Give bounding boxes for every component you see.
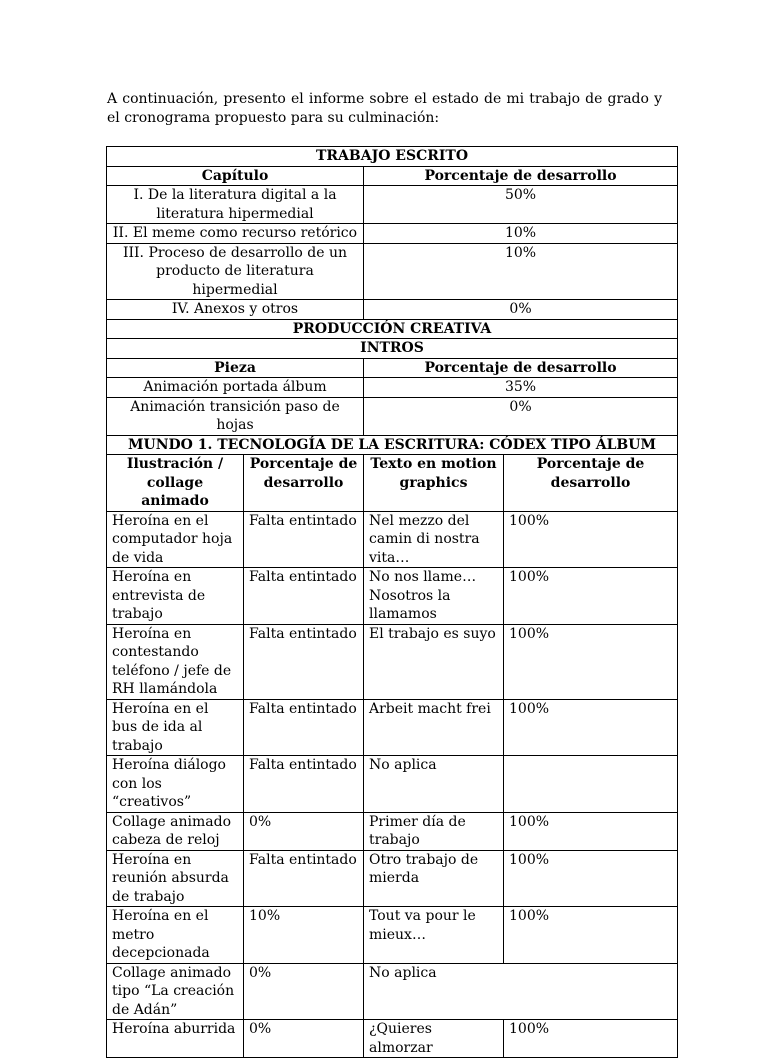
- illustration-percent: 0%: [244, 812, 364, 850]
- chapter-percent: 10%: [364, 224, 678, 244]
- table-row: [107, 963, 678, 1020]
- motion-percent: 100%: [504, 511, 678, 568]
- chapter-percent: 50%: [364, 186, 678, 224]
- table-row: [107, 907, 678, 964]
- illustration-percent: Falta entintado: [244, 511, 364, 568]
- motion-text: Nel mezzo del camin di nostra vita…: [364, 511, 504, 568]
- table-row: [107, 224, 678, 244]
- header-row: [107, 455, 678, 512]
- motion-percent: 100%: [504, 1020, 678, 1058]
- header-porcentaje-texto: Porcentaje de desarrollo: [504, 455, 678, 512]
- illustration-percent: Falta entintado: [244, 699, 364, 756]
- header-capitulo: Capítulo: [107, 166, 364, 186]
- table-row: [107, 812, 678, 850]
- header-pieza: Pieza: [107, 358, 364, 378]
- illustration-name: Heroína en el computador hoja de vida: [107, 511, 244, 568]
- status-table: [106, 146, 678, 1058]
- motion-percent: 100%: [504, 850, 678, 907]
- illustration-name: Heroína en el metro decepcionada: [107, 907, 244, 964]
- subsection-title-intros: INTROS: [107, 339, 678, 359]
- illustration-percent: Falta entintado: [244, 756, 364, 813]
- motion-text: Tout va pour le mieux…: [364, 907, 504, 964]
- illustration-percent: Falta entintado: [244, 624, 364, 699]
- motion-percent: [504, 756, 678, 813]
- illustration-percent: 10%: [244, 907, 364, 964]
- header-porcentaje: Porcentaje de desarrollo: [364, 166, 678, 186]
- piece-percent: 35%: [364, 378, 678, 398]
- intro-paragraph: A continuación, presento el informe sobre el estado de mi trabajo de grado y el cronograma propuesto para su culminación:: [107, 91, 662, 126]
- illustration-name: Heroína aburrida: [107, 1020, 244, 1058]
- table-row: [107, 397, 678, 435]
- motion-percent: 100%: [504, 624, 678, 699]
- chapter-name: III. Proceso de desarrollo de un producto de literatura hipermedial: [107, 243, 364, 300]
- illustration-percent: Falta entintado: [244, 850, 364, 907]
- illustration-name: Heroína en entrevista de trabajo: [107, 568, 244, 625]
- table-row: [107, 850, 678, 907]
- table-row: [107, 756, 678, 813]
- motion-text: Otro trabajo de mierda: [364, 850, 504, 907]
- table-row: [107, 186, 678, 224]
- table-row: [107, 624, 678, 699]
- motion-text: El trabajo es suyo: [364, 624, 504, 699]
- illustration-percent: Falta entintado: [244, 568, 364, 625]
- piece-percent: 0%: [364, 397, 678, 435]
- piece-name: Animación portada álbum: [107, 378, 364, 398]
- motion-text: Arbeit macht frei: [364, 699, 504, 756]
- illustration-name: Collage animado tipo “La creación de Adán”: [107, 963, 244, 1020]
- subsection-header-row: [107, 339, 678, 359]
- motion-text: Primer día de trabajo: [364, 812, 504, 850]
- chapter-name: I. De la literatura digital a la literatura hipermedial: [107, 186, 364, 224]
- motion-text: ¿Quieres almorzar: [364, 1020, 504, 1058]
- section-header-row: [107, 435, 678, 455]
- section-title-mundo-1: MUNDO 1. TECNOLOGÍA DE LA ESCRITURA: CÓDEX TIPO ÁLBUM: [107, 435, 678, 455]
- motion-text: No nos llame… Nosotros la llamamos: [364, 568, 504, 625]
- section-title-produccion-creativa: PRODUCCIÓN CREATIVA: [107, 319, 678, 339]
- chapter-name: IV. Anexos y otros: [107, 300, 364, 320]
- motion-percent: 100%: [504, 812, 678, 850]
- motion-percent: 100%: [504, 699, 678, 756]
- table-row: [107, 568, 678, 625]
- table-row: [107, 699, 678, 756]
- chapter-percent: 0%: [364, 300, 678, 320]
- table-row: [107, 378, 678, 398]
- header-row: [107, 166, 678, 186]
- section-header-row: [107, 147, 678, 167]
- motion-text: No aplica: [364, 756, 504, 813]
- table-row: [107, 300, 678, 320]
- header-porcentaje: Porcentaje de desarrollo: [364, 358, 678, 378]
- illustration-name: Heroína en contestando teléfono / jefe de RH llamándola: [107, 624, 244, 699]
- section-title-trabajo-escrito: TRABAJO ESCRITO: [107, 147, 678, 167]
- header-row: [107, 358, 678, 378]
- motion-text: No aplica: [364, 963, 678, 1020]
- table-row: [107, 1020, 678, 1058]
- illustration-percent: 0%: [244, 1020, 364, 1058]
- section-header-row: [107, 319, 678, 339]
- piece-name: Animación transición paso de hojas: [107, 397, 364, 435]
- illustration-name: Collage animado cabeza de reloj: [107, 812, 244, 850]
- header-porcentaje-ilustracion: Porcentaje de desarrollo: [244, 455, 364, 512]
- chapter-name: II. El meme como recurso retórico: [107, 224, 364, 244]
- chapter-percent: 10%: [364, 243, 678, 300]
- illustration-name: Heroína diálogo con los “creativos”: [107, 756, 244, 813]
- header-texto-motion: Texto en motion graphics: [364, 455, 504, 512]
- motion-percent: 100%: [504, 907, 678, 964]
- illustration-name: Heroína en el bus de ida al trabajo: [107, 699, 244, 756]
- motion-percent: 100%: [504, 568, 678, 625]
- table-row: [107, 243, 678, 300]
- illustration-percent: 0%: [244, 963, 364, 1020]
- table-row: [107, 511, 678, 568]
- header-ilustracion: Ilustración / collage animado: [107, 455, 244, 512]
- illustration-name: Heroína en reunión absurda de trabajo: [107, 850, 244, 907]
